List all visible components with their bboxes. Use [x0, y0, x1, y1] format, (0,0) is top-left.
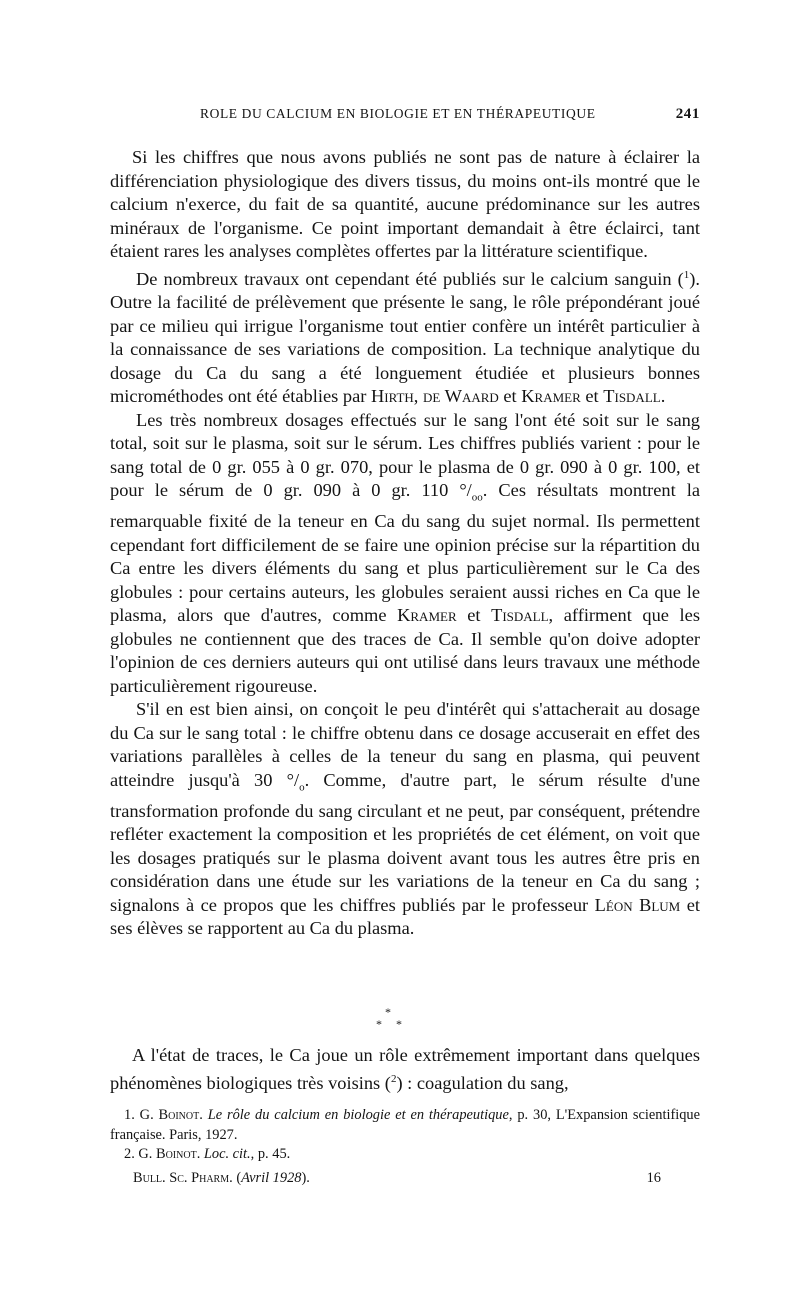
paragraph-2: De nombreux travaux ont cependant été publiés sur le calcium sanguin ($^1$). Outre la facilité de prélèvement que présente le sang, le rôle prépondérant joué par ce milieu qui irrigue l'organisme tout entier confère un intérêt particulier à la connaissance de ses variations de composition. La technique analytique du dosage du Ca du sang a été longuement étudiée et plusieurs bonnes microméthodes ont été établies par Hirth, de Waard et Kramer et Tisdall. [110, 268, 700, 407]
issue-date: Avril 1928 [241, 1170, 302, 1186]
journal-abbrev: Bull. Sc. Pharm. [133, 1170, 233, 1186]
paragraph-5: A l'état de traces, le Ca joue un rôle extrêmement important dans quelques phénomènes biologiques très voisins ($^2$) : coagulation du sang, [110, 1045, 700, 1094]
sheet-number: 16 [646, 1170, 661, 1186]
section-separator [370, 1005, 410, 1035]
author-name: Tisdall [603, 386, 661, 407]
footnote-2: 2. G. Boinot. Loc. cit., p. 45. [124, 1146, 291, 1162]
author-name: Hirth [370, 386, 414, 407]
footnote-ref: 1 [683, 268, 690, 281]
asterisk-icon: * [385, 1005, 391, 1019]
running-title: ROLE DU CALCIUM EN BIOLOGIE ET EN THÉRAPEUTIQUE [200, 106, 596, 121]
paragraph-4: S'il en est bien ainsi, on conçoit le peu d'intérêt qui s'attacherait au dosage du Ca sur le sang total : le chiffre obtenu dans ce dosage accuserait en effet des variations parallèles à celles de la teneur du sang en plasma, qui peuvent atteindre jusqu'à 30 $^\circ/_o$. Comme, d'autre part, le sérum résulte d'une transformation profonde du sang circulant et ne peut, par conséquent, prétendre refléter exactement la composition et les propriétés de cet élément, on voit que les dosages pratiqués sur le plasma doivent avant tous les autres être pris en considération dans une étude sur les variations de la teneur en Ca du sang ; signalons à ce propos que les chiffres publiés par le professeur Léon Blum et ses élèves se rapportent au Ca du plasma. [110, 699, 700, 939]
printer-signature: Bull. Sc. Pharm. (Avril 1928). 16 [133, 1170, 661, 1186]
main-text [110, 146, 700, 941]
author-name: Léon Blum [594, 894, 681, 915]
paragraph-1: Si les chiffres que nous avons publiés ne sont pas de nature à éclairer la différenciation physiologique des divers tissus, du moins ont-ils montré que le calcium n'exerce, du fait de sa quantité, aucune prédominance sur les autres minéraux de l'organisme. Ce point important demandait à être éclairci, tant étaient rares les analyses complètes offertes par la littérature scientifique. [110, 147, 700, 261]
footnotes [110, 1106, 700, 1165]
author-name: Kramer [521, 386, 581, 407]
author-name: Kramer [397, 605, 457, 626]
asterisk-icon: * [376, 1017, 382, 1031]
author-name: Tisdall [491, 605, 549, 626]
paragraph-3: Les très nombreux dosages effectués sur le sang l'ont été soit sur le sang total, soit sur le plasma, soit sur le sérum. Les chiffres publiés varient : pour le sang total de 0 gr. 055 à 0 gr. 070, pour le plasma de 0 gr. 090 à 0 gr. 100, et pour le sérum de 0 gr. 090 à 0 gr. 110 $^\circ/_{oo}$. Ces résultats montrent la remarquable fixité de la teneur en Ca du sang du sujet normal. Ils permettent cependant fort difficilement de se faire une opinion précise sur la répartition du Ca entre les divers éléments du sang et plus particulièrement sur le Ca des globules : pour certains auteurs, les globules seraient aussi riches en Ca que le plasma, alors que d'autres, comme Kramer et Tisdall, affirment que les globules ne contiennent que des traces de Ca. Il semble qu'on doive adopter l'opinion de ces derniers auteurs qui ont utilisé dans leurs travaux une méthode particulièrement rigoureuse. [110, 409, 701, 696]
running-header [110, 106, 700, 128]
asterisk-icon: * [396, 1017, 402, 1031]
page-number: 241 [675, 106, 700, 122]
footnote-1: 1. G. Boinot. Le rôle du calcium en biologie et en thérapeutique, p. 30, L'Expansion scientifique française. Paris, 1927. [110, 1107, 701, 1143]
closing-text [110, 1043, 700, 1095]
footnote-ref: 2 [390, 1073, 397, 1085]
author-name: de Waard [423, 386, 499, 407]
